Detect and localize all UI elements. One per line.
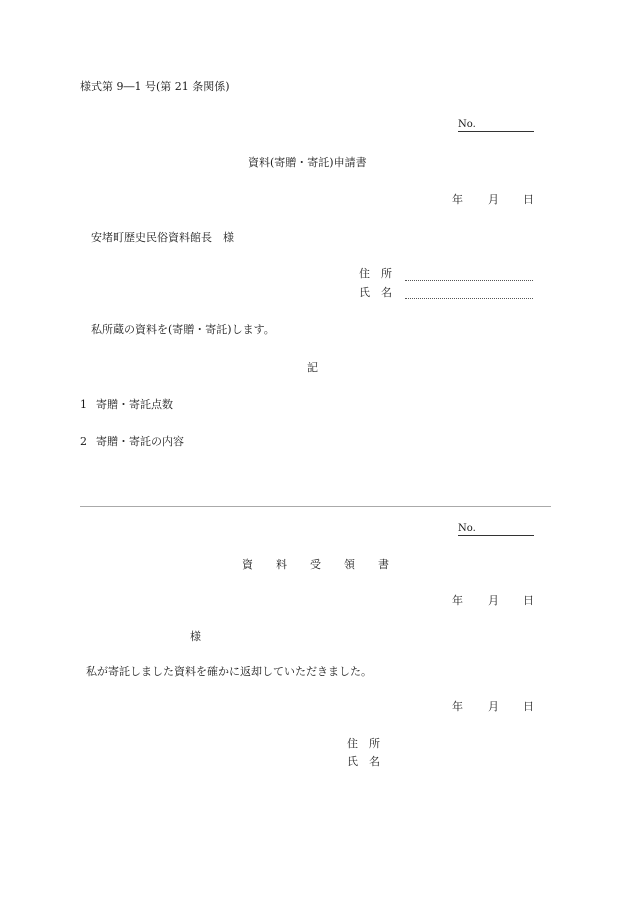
form-title: 資料(寄贈・寄託)申請書 [248, 156, 367, 169]
form-number: 様式第 9―1 号(第 21 条関係) [80, 80, 230, 93]
form-date-day: 日 [523, 193, 534, 206]
receipt-date-year: 年 [452, 594, 463, 607]
form-addressee: 安堵町歴史民俗資料館長 様 [91, 231, 234, 244]
cut-line-divider [80, 506, 551, 507]
receipt-date2-day: 日 [523, 700, 534, 713]
receipt-date2-year: 年 [452, 700, 463, 713]
form-ki: 記 [307, 361, 318, 374]
receipt-title-char-3: 受 [310, 558, 321, 571]
receipt-title-char-1: 資 [242, 558, 253, 571]
receipt-date-month: 月 [488, 594, 499, 607]
form-item-1-num: 1 [80, 398, 87, 411]
receipt-title-char-5: 書 [378, 558, 389, 571]
form-date-year: 年 [452, 193, 463, 206]
form-item-1-text: 寄贈・寄託点数 [96, 398, 173, 411]
form-no-line [458, 131, 534, 132]
receipt-addressee-sama: 様 [190, 630, 201, 643]
form-item-2-text: 寄贈・寄託の内容 [96, 435, 184, 448]
receipt-title-char-4: 領 [344, 558, 355, 571]
form-date-month: 月 [488, 193, 499, 206]
form-address-field[interactable] [405, 280, 533, 281]
receipt-name-label: 氏 名 [347, 755, 380, 768]
receipt-date2-month: 月 [488, 700, 499, 713]
form-address-label: 住 所 [359, 267, 392, 280]
receipt-no-label: No. [458, 523, 476, 534]
form-no-label: No. [458, 119, 476, 130]
form-name-label: 氏 名 [359, 286, 392, 299]
receipt-address-label: 住 所 [347, 737, 380, 750]
form-item-2-num: 2 [80, 435, 87, 448]
form-statement: 私所蔵の資料を(寄贈・寄託)します。 [91, 323, 275, 336]
receipt-date-day: 日 [523, 594, 534, 607]
receipt-title-char-2: 料 [276, 558, 287, 571]
form-name-field[interactable] [405, 298, 533, 299]
receipt-no-line [458, 535, 534, 536]
receipt-statement: 私が寄託しました資料を確かに返却していただきました。 [86, 665, 372, 678]
